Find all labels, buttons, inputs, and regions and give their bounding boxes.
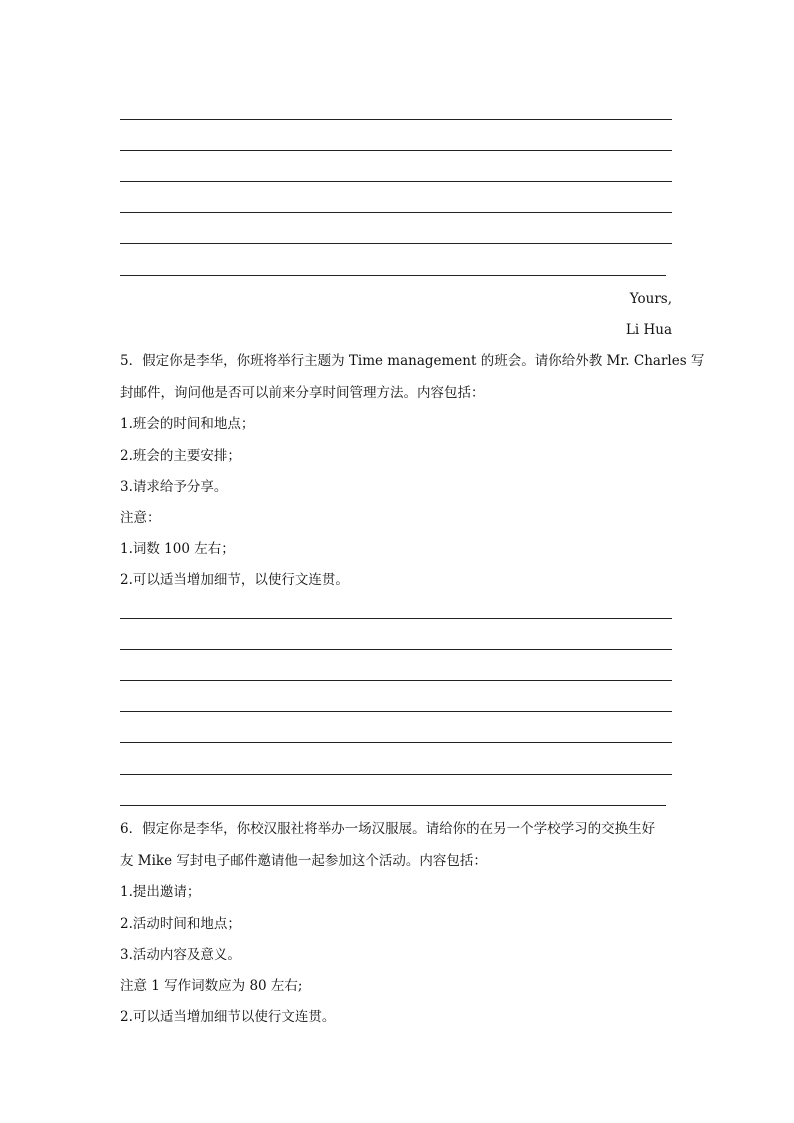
q6-item-2: 2.活动时间和地点；: [120, 916, 241, 932]
q5-item-3: 3.请求给予分享。: [120, 479, 228, 495]
writing-line: [120, 212, 672, 213]
q5-prompt-line1: 5．假定你是李华，你班将举行主题为 Time management 的班会。请你给外教 Mr. Charles 写: [120, 353, 705, 369]
closing-yours: Yours,: [629, 291, 672, 307]
writing-line: [120, 181, 672, 182]
q6-note-1: 注意 1 写作词数应为 80 左右;: [120, 978, 303, 994]
q6-prompt-line1: 6．假定你是李华，你校汉服社将举办一场汉服展。请给你的在另一个学校学习的交换生好: [120, 821, 656, 837]
q5-item-1: 1.班会的时间和地点；: [120, 416, 255, 432]
q5-prompt-line2: 封邮件，询问他是否可以前来分享时间管理方法。内容包括：: [120, 385, 485, 401]
writing-line: [120, 649, 672, 650]
closing-name: Li Hua: [625, 322, 672, 338]
writing-line: [120, 774, 672, 775]
writing-line: [120, 805, 666, 806]
q6-prompt-line2: 友 Mike 写封电子邮件邀请他一起参加这个活动。内容包括：: [120, 853, 487, 869]
writing-line: [120, 119, 672, 120]
q5-item-2: 2.班会的主要安排；: [120, 448, 241, 464]
q6-item-1: 1.提出邀请；: [120, 884, 201, 900]
writing-line: [120, 275, 666, 276]
q6-item-3: 3.活动内容及意义。: [120, 947, 241, 963]
writing-line: [120, 711, 672, 712]
q5-note-2: 2.可以适当增加细节，以使行文连贯。: [120, 572, 349, 588]
writing-line: [120, 243, 672, 244]
q5-note-label: 注意：: [120, 510, 161, 526]
q5-note-1: 1.词数 100 左右；: [120, 541, 235, 557]
writing-line: [120, 150, 672, 151]
writing-line: [120, 618, 672, 619]
writing-line: [120, 742, 672, 743]
writing-line: [120, 680, 672, 681]
q6-note-2: 2.可以适当增加细节以使行文连贯。: [120, 1009, 336, 1025]
